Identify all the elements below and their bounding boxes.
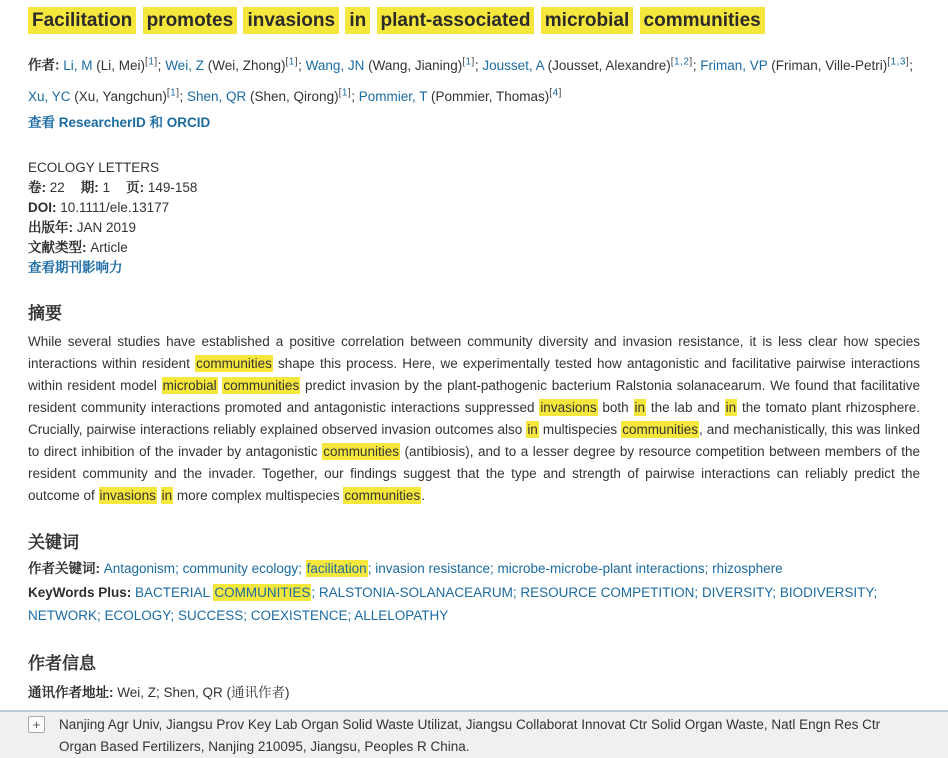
keyword-text: DIVERSITY bbox=[701, 584, 773, 600]
keyword-text: microbe-microbe-plant interactions bbox=[497, 561, 705, 576]
affiliation-number: 1,3 bbox=[890, 56, 906, 67]
keyword-separator: ; bbox=[704, 561, 713, 576]
highlighted-term: in bbox=[161, 488, 173, 503]
keyword-link[interactable] bbox=[319, 585, 513, 600]
keyword-text: ALLELOPATHY bbox=[354, 608, 449, 623]
highlighted-term: COMMUNITIES bbox=[214, 584, 311, 600]
author-link[interactable]: Pommier, T bbox=[358, 89, 428, 104]
abstract-header: 摘要 bbox=[28, 304, 62, 323]
author-list: Li, M (Li, Mei)[1]; Wei, Z (Wei, Zhong)[1]; Wang, JN (Wang, Jianing)[1]; Jousset, A (Jousset, Alexandre)[1,2]; Friman, VP (Friman, Ville-Petri)[1,3]; Xu, YC (Xu, Yangchun)[1]; Shen, QR (Shen, Qirong)[1]; Pommier, T (Pommier, Thomas)[4] bbox=[28, 56, 913, 104]
address-entry bbox=[28, 714, 920, 758]
keyword-separator: ; bbox=[512, 584, 521, 600]
author-affiliation-sup: [1] bbox=[145, 56, 158, 67]
author-affiliation-sup: [1] bbox=[166, 87, 180, 99]
keyword-separator: ; bbox=[311, 584, 319, 600]
affiliation-number: 1 bbox=[288, 56, 295, 67]
corresponding-address-row bbox=[28, 682, 920, 704]
keyword-link[interactable] bbox=[135, 584, 311, 601]
volume-issue-pages-row bbox=[28, 178, 920, 198]
keyword-separator: ; bbox=[298, 561, 306, 576]
authors-label: 作者: bbox=[28, 57, 60, 73]
author-link[interactable]: Wei, Z bbox=[165, 57, 204, 73]
abstract-segment: , and mechanistically, this was linked to direct inhibition of the invader by antagonistic bbox=[28, 422, 920, 459]
journal-name: ECOLOGY LETTERS bbox=[28, 160, 160, 175]
journal-info bbox=[28, 158, 920, 278]
keyword-link[interactable] bbox=[375, 561, 490, 576]
affiliation-number: 1,2 bbox=[674, 56, 690, 67]
keyword-text: RALSTONIA-SOLANACEARUM bbox=[318, 584, 513, 600]
abstract-segment: more complex multispecies bbox=[173, 488, 344, 503]
author-link[interactable]: Xu, YC bbox=[28, 89, 71, 104]
affiliation-number: 1 bbox=[465, 56, 472, 67]
article-title bbox=[28, 6, 920, 36]
highlighted-term: in bbox=[634, 400, 646, 415]
keyword-link[interactable] bbox=[183, 561, 299, 576]
title-word: communities bbox=[640, 7, 765, 34]
highlighted-term: communities bbox=[323, 444, 399, 459]
keyword-text: COEXISTENCE bbox=[250, 608, 348, 623]
title-word: in bbox=[345, 7, 370, 34]
affiliation-number: 1 bbox=[148, 56, 155, 67]
highlighted-term: microbial bbox=[162, 378, 217, 393]
author-affiliation-sup: [1] bbox=[285, 56, 299, 67]
abstract-segment: (antibiosis), and to a lesser degree by resource competition between members of the resident community and the invader. Together, our findings suggest that the type and strength of pairwise interactions can reliably predict the outcome of bbox=[28, 444, 920, 503]
authors-line bbox=[28, 48, 920, 111]
abstract-segment: . bbox=[421, 488, 425, 503]
doi-label: DOI: bbox=[28, 200, 57, 215]
keyword-link[interactable] bbox=[712, 561, 783, 576]
keyword-link[interactable] bbox=[104, 561, 175, 576]
keyword-link[interactable] bbox=[306, 560, 368, 577]
highlighted-term: in bbox=[527, 422, 538, 437]
author-affiliation-sup: [1] bbox=[462, 56, 475, 67]
author-link[interactable]: Jousset, A bbox=[482, 57, 544, 73]
abstract-segment: multispecies bbox=[538, 422, 622, 437]
author-link[interactable]: Li, M bbox=[63, 57, 93, 73]
keyword-text: ECOLOGY bbox=[104, 608, 171, 623]
affiliation-number: 1 bbox=[170, 87, 177, 99]
author-affiliation-sup: [1,3] bbox=[887, 56, 910, 67]
keyword-separator: ; bbox=[772, 584, 780, 600]
keyword-separator: ; bbox=[873, 584, 878, 600]
doctype-value: Article bbox=[90, 240, 128, 255]
highlighted-term: invasions bbox=[540, 400, 597, 415]
keyword-text: Antagonism bbox=[103, 561, 176, 576]
affiliation-number: 1 bbox=[341, 87, 348, 99]
pages-value: 149-158 bbox=[147, 180, 198, 195]
author-keywords-list bbox=[104, 560, 783, 577]
pub-year-label: 出版年: bbox=[28, 220, 73, 235]
keywords-header: 关键词 bbox=[28, 533, 79, 552]
affiliation-number: 4 bbox=[552, 87, 559, 99]
doctype-label: 文献类型: bbox=[28, 240, 87, 255]
keyword-link[interactable] bbox=[251, 608, 348, 623]
keyword-link[interactable] bbox=[498, 561, 705, 576]
highlighted-term: communities bbox=[196, 356, 272, 371]
volume-value: 22 bbox=[49, 180, 65, 195]
bottom-divider bbox=[0, 710, 948, 712]
author-affiliation-sup: [4] bbox=[549, 87, 562, 99]
doi-value: 10.1111/ele.13177 bbox=[60, 200, 170, 215]
keywords-plus-label: KeyWords Plus: bbox=[28, 584, 132, 600]
researcherid-orcid-link[interactable]: 查看 ResearcherID 和 ORCID bbox=[28, 115, 211, 130]
author-link[interactable]: Friman, VP bbox=[700, 57, 768, 73]
address-text: Nanjing Agr Univ, Jiangsu Prov Key Lab Organ Solid Waste Utilizat, Jiangsu Collaborat Innovat Ctr Solid Organ Waste, Natl Engn Res Ctr Organ Based Fertilizers, Nanjing 210095, Jiangsu, Peoples R China. bbox=[59, 716, 881, 754]
title-word: invasions bbox=[243, 7, 339, 34]
keyword-separator: ; bbox=[170, 608, 178, 623]
author-keywords-label: 作者关键词: bbox=[28, 561, 100, 576]
keyword-text: NETWORK bbox=[28, 608, 97, 623]
pub-year-value: JAN 2019 bbox=[76, 220, 137, 235]
keyword-text: SUCCESS bbox=[177, 608, 244, 623]
title-word: Facilitation bbox=[28, 7, 136, 34]
title-word: microbial bbox=[541, 7, 633, 34]
keyword-link[interactable] bbox=[354, 608, 448, 623]
keyword-text: community ecology bbox=[182, 561, 299, 576]
keyword-text: invasion resistance bbox=[375, 561, 491, 576]
keyword-separator: ; bbox=[243, 608, 251, 623]
author-affiliation-sup: [1] bbox=[338, 87, 352, 99]
title-word: promotes bbox=[143, 7, 238, 34]
keyword-text: BACTERIAL bbox=[135, 584, 214, 600]
keyword-link[interactable] bbox=[702, 585, 772, 600]
author-affiliation-sup: [1,2] bbox=[670, 56, 693, 67]
highlighted-term: facilitation bbox=[306, 561, 367, 576]
keywords-plus-row bbox=[28, 581, 920, 628]
highlighted-term: communities bbox=[344, 488, 421, 503]
corresponding-address-label: 通讯作者地址: bbox=[28, 684, 114, 700]
journal-impact-link[interactable]: 查看期刊影响力 bbox=[28, 260, 123, 275]
plus-keywords-list bbox=[28, 584, 877, 624]
highlighted-term: communities bbox=[223, 378, 300, 393]
keyword-separator: ; bbox=[347, 608, 355, 623]
abstract-segment: shape this process. Here, we experimentally tested how antagonistic and facilitative pairwise interactions within resident model bbox=[28, 356, 920, 393]
highlighted-term: communities bbox=[622, 422, 698, 437]
title-word: plant-associated bbox=[377, 7, 535, 34]
keyword-link[interactable] bbox=[178, 608, 243, 623]
keyword-text: RESOURCE COMPETITION bbox=[520, 584, 695, 600]
highlighted-term: in bbox=[725, 400, 737, 415]
keyword-link[interactable] bbox=[520, 585, 694, 600]
keyword-link[interactable] bbox=[105, 608, 171, 623]
abstract-segment: While several studies have established a positive correlation between community diversity and invasion resistance, it is less clear how species interactions within resident bbox=[28, 334, 920, 371]
keyword-separator: ; bbox=[97, 608, 105, 623]
pages-label: 页: bbox=[126, 180, 145, 195]
highlighted-term: invasions bbox=[99, 488, 156, 503]
doi-row bbox=[28, 198, 920, 218]
author-link[interactable]: Shen, QR bbox=[187, 89, 247, 104]
volume-label: 卷: bbox=[28, 180, 46, 195]
keyword-text: BIODIVERSITY bbox=[779, 584, 874, 600]
doctype-row bbox=[28, 238, 920, 258]
keyword-link[interactable] bbox=[780, 585, 874, 600]
abstract-segment: the tomato plant rhizosphere. Crucially, pairwise interactions reliably explained observed invasion outcomes also bbox=[28, 400, 920, 437]
corresponding-address-value: Wei, Z; Shen, QR (通讯作者) bbox=[117, 684, 290, 700]
abstract-segment: both bbox=[597, 400, 634, 415]
keyword-separator: ; bbox=[490, 561, 498, 576]
keyword-separator: ; bbox=[367, 561, 376, 576]
author-keywords-row bbox=[28, 557, 920, 581]
expand-address-button[interactable]: + bbox=[28, 716, 45, 733]
keyword-separator: ; bbox=[175, 561, 183, 576]
keyword-text: rhizosphere bbox=[712, 561, 783, 576]
author-link[interactable]: Wang, JN bbox=[305, 57, 365, 73]
keyword-separator: ; bbox=[694, 584, 702, 600]
keyword-link[interactable] bbox=[28, 608, 97, 623]
abstract-segment: the lab and bbox=[646, 400, 725, 415]
issue-label: 期: bbox=[80, 180, 99, 195]
issue-value: 1 bbox=[102, 180, 111, 195]
abstract-segment: predict invasion by the plant-pathogenic bacterium Ralstonia solanacearum. We found that facilitative resident community interactions promoted and antagonistic interactions suppressed bbox=[28, 378, 920, 415]
author-info-header: 作者信息 bbox=[28, 653, 96, 673]
pub-year-row bbox=[28, 218, 920, 238]
abstract-text bbox=[28, 331, 920, 507]
